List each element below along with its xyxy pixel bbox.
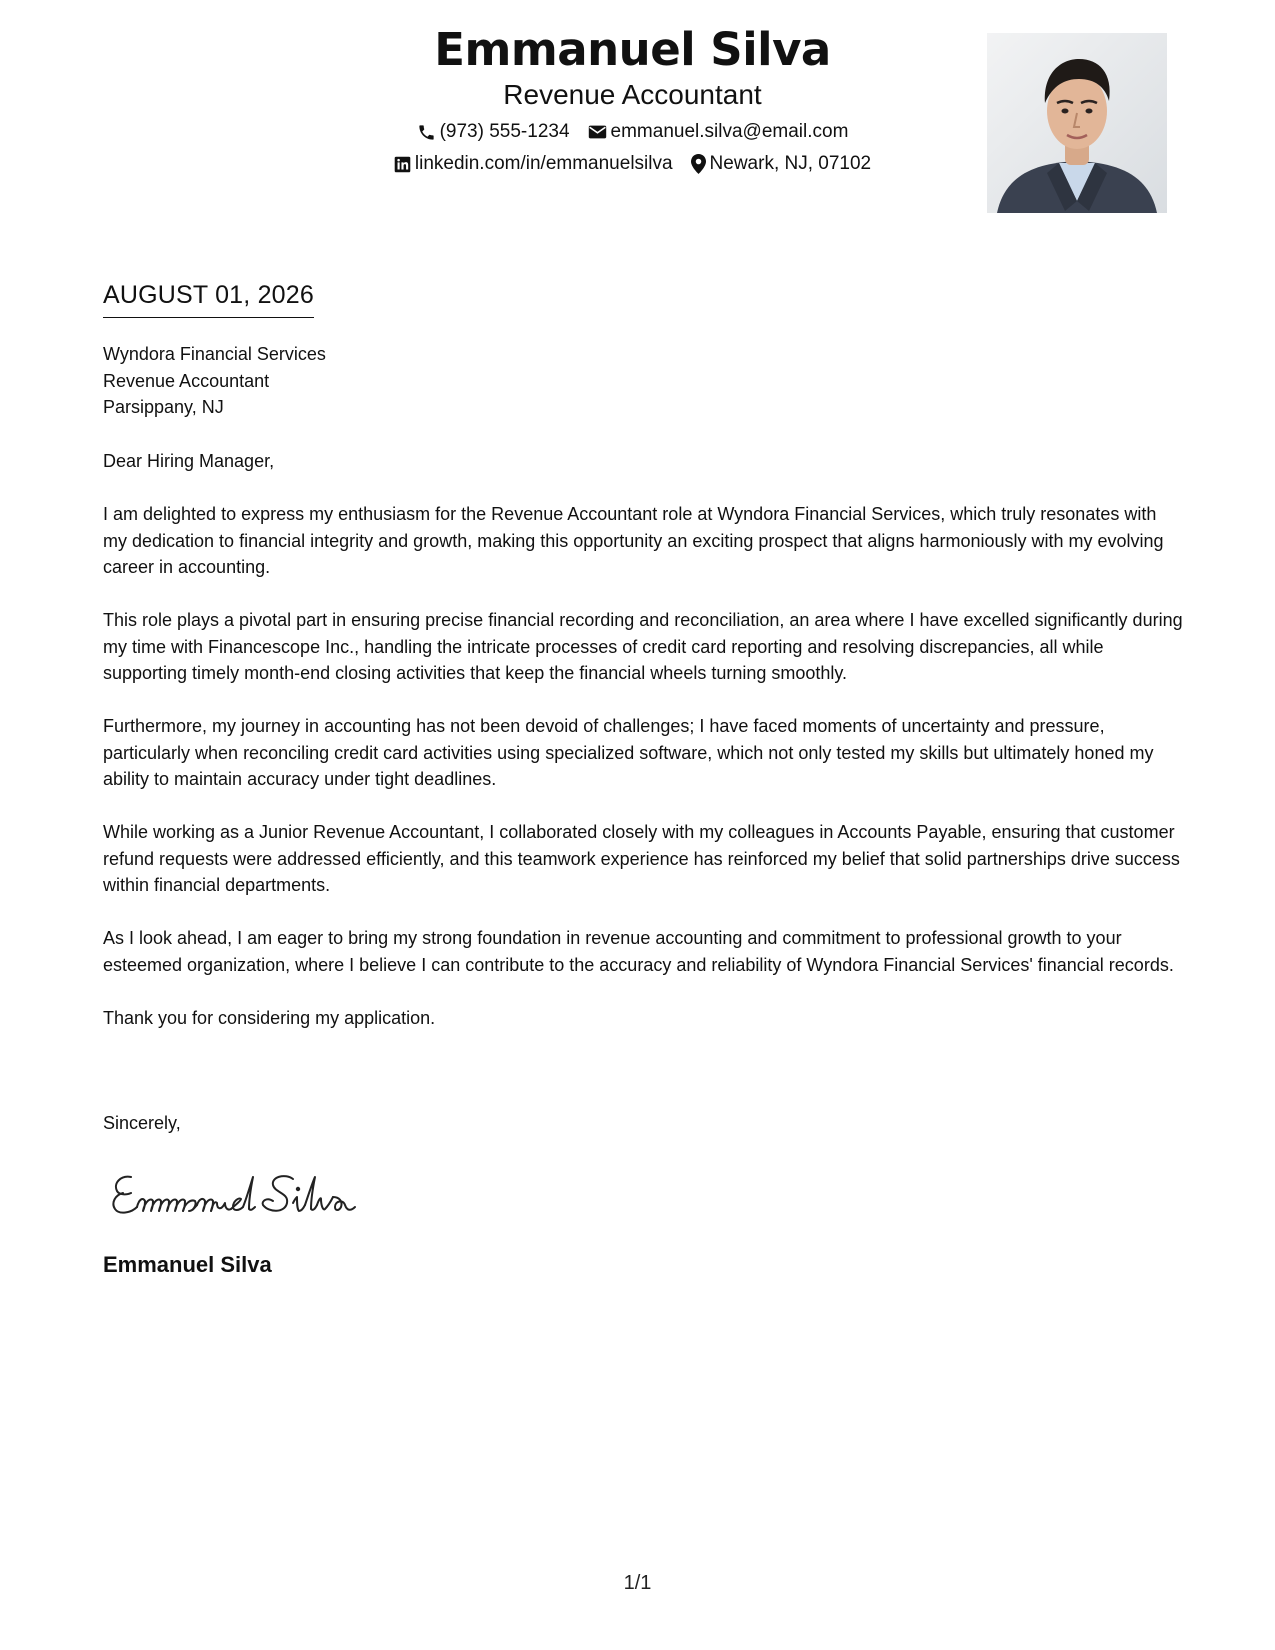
email-contact [588,120,849,144]
body-paragraph: Furthermore, my journey in accounting has not been devoid of challenges; I have faced moments of uncertainty and pressure, particularly when reconciling credit card activities using specialized software, which not only tested my skills but ultimately honed my ability to maintain accuracy under tight deadlines. [103,716,1154,789]
salutation: Dear Hiring Manager, [103,451,275,471]
letter-body [103,448,1183,1058]
body-paragraph: While working as a Junior Revenue Accountant, I collaborated closely with my colleagues in Accounts Payable, ensuring that customer refund requests were addressed efficiently, and this teamwork experience has reinforced my belief that solid partnerships drive success within financial departments. [103,822,1180,895]
handwritten-signature [107,1163,367,1223]
letter-date: AUGUST 01, 2026 [103,279,314,318]
phone-icon [417,123,436,142]
linkedin-icon [394,156,411,173]
linkedin-contact [394,152,673,176]
location-text: Newark, NJ, 07102 [709,153,872,174]
closing: Sincerely, [103,1113,181,1133]
body-paragraph: As I look ahead, I am eager to bring my strong foundation in revenue accounting and commitment to professional growth to your esteemed organization, where I believe I can contribute to the accuracy and reliability of Wyndora Financial Services' financial records. [103,928,1174,975]
body-paragraph: This role plays a pivotal part in ensuring precise financial recording and reconciliation, an area where I have excelled significantly during my time with Financescope Inc., handling the intricate processes of credit card reporting and resolving discrepancies, all while supporting timely month-end closing activities that keep the financial wheels turning smoothly. [103,610,1183,683]
recipient-location: Parsippany, NJ [103,397,224,417]
phone-text: (973) 555-1234 [439,121,570,142]
phone-contact [417,120,570,144]
page-number: 1/1 [623,1572,652,1594]
envelope-icon [588,124,607,140]
applicant-name: Emmanuel Silva [434,23,831,76]
location-contact [691,152,872,176]
recipient-block [103,341,326,421]
linkedin-text: linkedin.com/in/emmanuelsilva [414,153,673,174]
profile-photo [987,33,1167,213]
map-pin-icon [691,154,706,174]
date-block [103,279,314,318]
signer-name: Emmanuel Silva [103,1252,272,1277]
body-paragraph: I am delighted to express my enthusiasm for the Revenue Accountant role at Wyndora Financial Services, which truly resonates with my dedication to financial integrity and growth, making this opportunity an exciting prospect that aligns harmoniously with my evolving career in accounting. [103,504,1164,577]
applicant-title: Revenue Accountant [503,79,762,110]
recipient-company: Wyndora Financial Services [103,344,326,364]
recipient-position: Revenue Accountant [103,370,270,391]
email-text: emmanuel.silva@email.com [610,121,849,142]
thanks-line: Thank you for considering my application. [103,1007,436,1028]
